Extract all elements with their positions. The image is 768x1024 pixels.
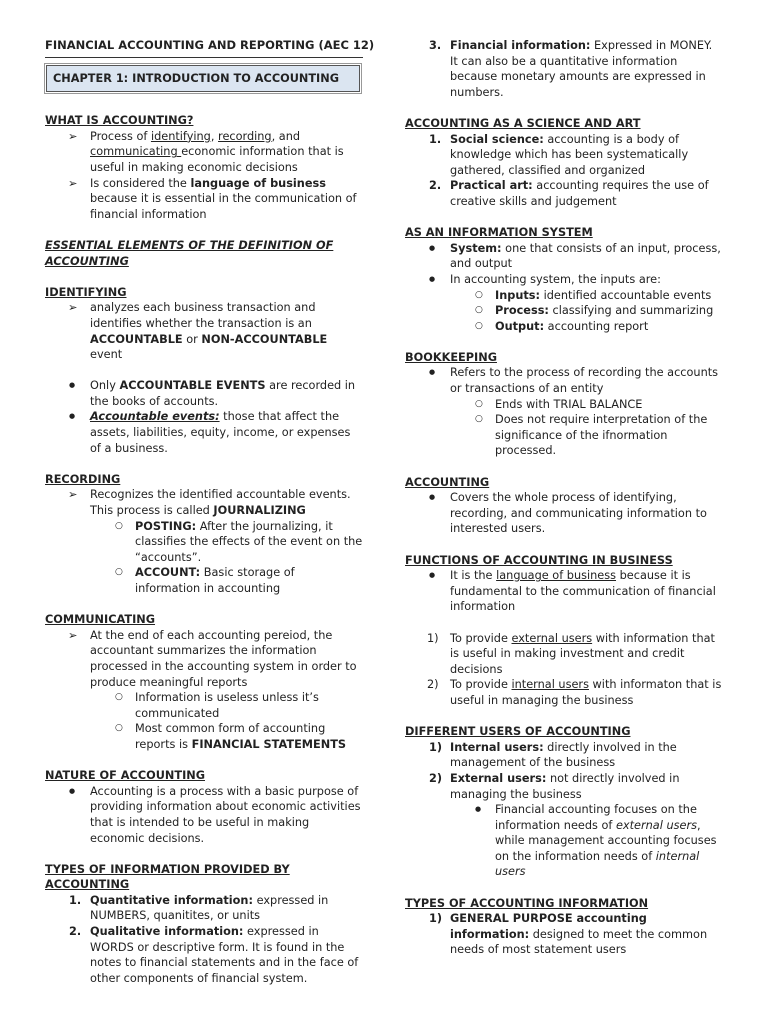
numbered-item: 2) To provide internal users with informaton that is useful in managing the business — [427, 678, 722, 707]
numbered-item: 2) External users: not directly involved in managing the business — [429, 771, 680, 801]
section-heading-types-of-accounting-information: TYPES OF ACCOUNTING INFORMATION — [405, 896, 649, 910]
circle-bullet-item: ○ Inputs: identified accountable events — [405, 288, 723, 304]
circle-bullet-item: ○ Most common form of accounting reports is FINANCIAL STATEMENTS — [45, 721, 363, 752]
dot-bullet-item: ● Accounting is a process with a basic purpose of providing information about economic activities that is intended to be useful in making economic decisions. — [45, 784, 363, 846]
circle-bullet-item: ○ POSTING: After the journalizing, it classifies the effects of the event on the “accounts”. — [45, 519, 363, 566]
numbered-item: 1) To provide external users with information that is useful in making investment and credit decisions — [427, 631, 715, 676]
section-heading-science-art: ACCOUNTING AS A SCIENCE AND ART — [405, 116, 641, 130]
numbered-item: 2. Practical art: accounting requires the use of creative skills and judgement — [429, 179, 709, 208]
dot-bullet-item: ● System: one that consists of an input, process, and output — [405, 241, 723, 272]
circle-bullet-item: ○ ACCOUNT: Basic storage of information in accounting — [45, 565, 363, 596]
section-heading-nature: NATURE OF ACCOUNTING — [45, 769, 205, 783]
arrow-bullet-item: ➢ Process of identifying, recording, and communicating economic information that is useful in making economic decisions — [45, 129, 363, 176]
section-heading-bookkeeping: BOOKKEEPING — [405, 350, 497, 364]
section-heading-what-is-accounting: WHAT IS ACCOUNTING? — [45, 114, 194, 128]
arrow-bullet-item: ➢ At the end of each accounting pereiod, the accountant summarizes the information processed in the accounting system in order to produce meaningful reports — [45, 628, 363, 690]
section-heading-functions: FUNCTIONS OF ACCOUNTING IN BUSINESS — [405, 553, 673, 567]
numbered-item: 3. Financial information: Expressed in MONEY. It can also be a quantitative information because monetary amounts are expressed in numbers. — [429, 39, 713, 99]
circle-bullet-item: ○ Does not require interpretation of the significance of the ifnormation processed. — [405, 412, 723, 459]
dot-bullet-item: ● In accounting system, the inputs are: — [405, 272, 723, 288]
circle-bullet-item: ○ Information is useless unless it’s communicated — [45, 690, 363, 721]
section-heading-types-of-information: TYPES OF INFORMATION PROVIDED BY ACCOUNTING — [45, 862, 290, 892]
dot-bullet-item: ● It is the language of business because it is fundamental to the communication of financial information — [405, 568, 723, 615]
section-heading-accounting: ACCOUNTING — [405, 475, 490, 489]
circle-bullet-item: ○ Output: accounting report — [405, 319, 723, 335]
section-heading-recording: RECORDING — [45, 472, 121, 486]
chapter-heading-box: CHAPTER 1: INTRODUCTION TO ACCOUNTING — [46, 65, 360, 93]
arrow-bullet-item: ➢ analyzes each business transaction and identifies whether the transaction is an ACCOUNTABLE or NON-ACCOUNTABLE event — [45, 300, 363, 362]
section-heading-essential-elements: ESSENTIAL ELEMENTS OF THE DEFINITION OF ACCOUNTING — [45, 238, 334, 268]
section-heading-identifying: IDENTIFYING — [45, 285, 127, 299]
section-heading-information-system: AS AN INFORMATION SYSTEM — [405, 226, 593, 240]
dot-bullet-item: ● Only ACCOUNTABLE EVENTS are recorded in the books of accounts. — [45, 378, 363, 409]
numbered-item: 1. Social science: accounting is a body of knowledge which has been systematically gathered, classified and organized — [429, 132, 689, 177]
document-title: FINANCIAL ACCOUNTING AND REPORTING (AEC 12) — [45, 38, 363, 58]
right-column — [405, 38, 723, 958]
arrow-bullet-item: ➢ Is considered the language of business because it is essential in the communication of financial information — [45, 176, 363, 223]
circle-bullet-item: ○ Ends with TRIAL BALANCE — [405, 397, 723, 413]
numbered-item: 1) GENERAL PURPOSE accounting information: designed to meet the common needs of most statement users — [429, 912, 708, 957]
dot-bullet-item: ● Accountable events: those that affect the assets, liabilities, equity, income, or expenses of a business. — [45, 409, 363, 456]
numbered-item: 1. Quantitative information: expressed in NUMBERS, quanitites, or units — [69, 893, 329, 923]
section-heading-communicating: COMMUNICATING — [45, 613, 156, 627]
numbered-item: 2. Qualitative information: expressed in WORDS or descriptive form. It is found in the notes to financial statements and in the face of other components of financial system. — [69, 925, 359, 985]
dot-bullet-item: ● Covers the whole process of identifying, recording, and communicating information to interested users. — [405, 490, 723, 537]
arrow-bullet-item: ➢ Recognizes the identified accountable events. This process is called JOURNALIZING — [45, 487, 363, 518]
numbered-item: 1) Internal users: directly involved in the management of the business — [429, 740, 677, 770]
circle-bullet-item: ○ Process: classifying and summarizing — [405, 303, 723, 319]
dot-bullet-item: ● Financial accounting focuses on the information needs of external users, while management accounting focuses on the information needs of internal users — [405, 802, 723, 880]
section-heading-users: DIFFERENT USERS OF ACCOUNTING — [405, 725, 631, 739]
dot-bullet-item: ● Refers to the process of recording the accounts or transactions of an entity — [405, 365, 723, 396]
left-column — [45, 38, 375, 986]
